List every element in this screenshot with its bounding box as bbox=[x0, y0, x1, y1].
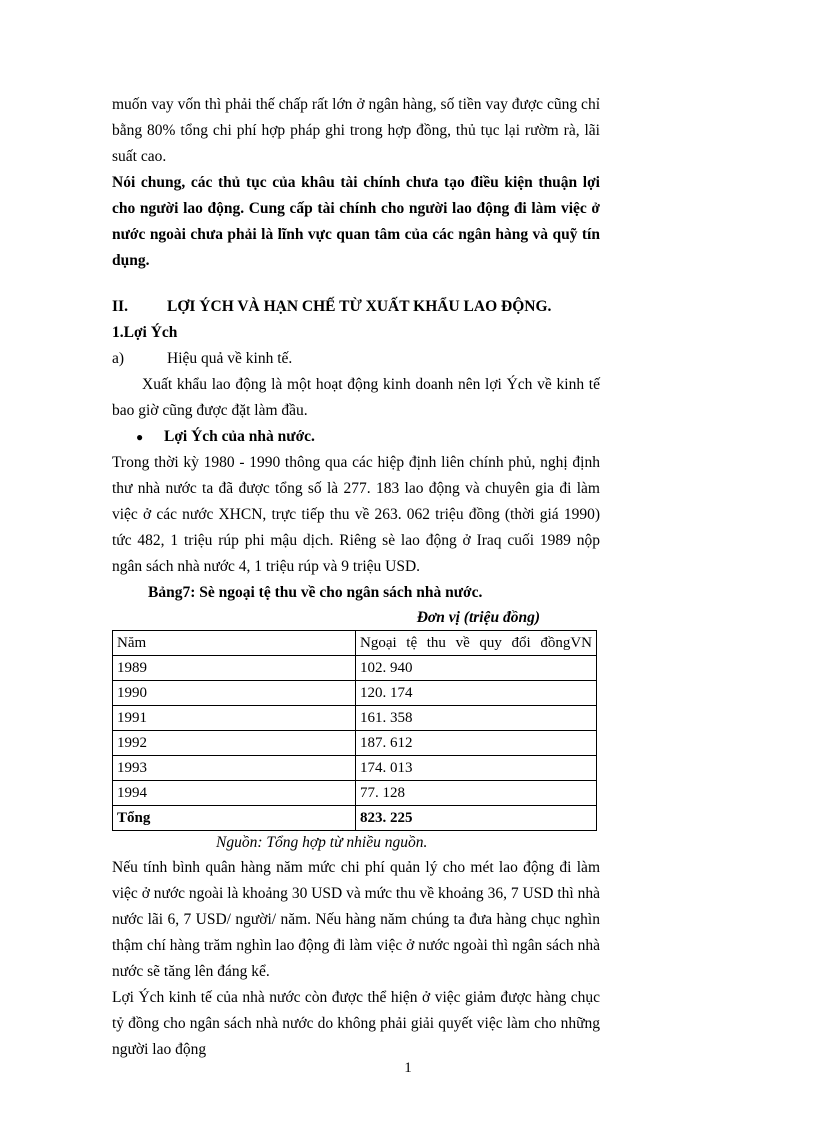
cell-value: 161. 358 bbox=[356, 706, 597, 731]
page-number: 1 bbox=[404, 1060, 412, 1076]
cell-value: 120. 174 bbox=[356, 681, 597, 706]
table-row bbox=[113, 706, 597, 731]
table-row bbox=[113, 656, 597, 681]
cell-value: 187. 612 bbox=[356, 731, 597, 756]
subheading-a-title: Hiệu quả về kinh tế. bbox=[167, 350, 293, 367]
cell-value: 102. 940 bbox=[356, 656, 597, 681]
revenue-table bbox=[112, 630, 597, 831]
table-row bbox=[113, 681, 597, 706]
table-row bbox=[113, 731, 597, 756]
section-number: II. bbox=[112, 298, 128, 315]
table-row bbox=[113, 781, 597, 806]
header-year: Năm bbox=[113, 631, 356, 656]
paragraph-loan-conditions: muốn vay vốn thì phải thế chấp rất lớn ở ngân hàng, số tiền vay được cũng chỉ bằng 80% tổng chi phí hợp pháp ghi trong hợp đồng, thủ tục lại rườm rà, lãi suất cao. bbox=[112, 96, 600, 165]
cell-year: 1992 bbox=[113, 731, 356, 756]
table-header-row bbox=[113, 631, 597, 656]
paragraph-economic-benefit: Xuất khẩu lao động là một hoạt động kinh doanh nên lợi Ých về kinh tế bao giờ cũng được đặt làm đầu. bbox=[112, 376, 600, 419]
cell-value: 77. 128 bbox=[356, 781, 597, 806]
section-title: LỢI ÝCH VÀ HẠN CHẾ TỪ XUẤT KHẨU LAO ĐỘNG. bbox=[167, 298, 552, 315]
table-unit: Đơn vị (triệu đồng) bbox=[416, 609, 540, 626]
cell-year: 1994 bbox=[113, 781, 356, 806]
cell-value: 174. 013 bbox=[356, 756, 597, 781]
paragraph-management-cost: Nếu tính bình quân hàng năm mức chi phí quản lý cho mét lao động đi làm việc ở nước ngoài là khoảng 30 USD và mức thu về khoảng 36, 7 USD thì nhà nước lãi 6, 7 USD/ người/ năm. Nếu hàng năm chúng ta đưa hàng chục nghìn thậm chí hàng trăm nghìn lao động đi làm việc ở nước ngoài thì ngân sách nhà nước sẽ tăng lên đáng kể. bbox=[112, 859, 600, 980]
cell-year: 1990 bbox=[113, 681, 356, 706]
bullet-icon: ● bbox=[136, 430, 144, 444]
table-source: Nguồn: Tổng hợp từ nhiều nguồn. bbox=[216, 834, 428, 851]
paragraph-finance-summary: Nói chung, các thủ tục của khâu tài chính chưa tạo điều kiện thuận lợi cho người lao động. Cung cấp tài chính cho người lao động đi làm việc ở nước ngoài chưa phải là lĩnh vực quan tâm của các ngân hàng và quỹ tín dụng. bbox=[112, 174, 600, 269]
section-heading bbox=[112, 294, 600, 320]
bullet-heading bbox=[112, 424, 600, 450]
subheading-a-label: a) bbox=[112, 350, 125, 367]
table-row bbox=[113, 756, 597, 781]
header-value bbox=[356, 631, 597, 656]
cell-year: 1991 bbox=[113, 706, 356, 731]
table-total-row bbox=[113, 806, 597, 831]
total-value: 823. 225 bbox=[356, 806, 597, 831]
table-title: Bảng7: Sè ngoại tệ thu về cho ngân sách nhà nước. bbox=[148, 584, 483, 601]
paragraph-budget-savings: Lợi Ých kinh tế của nhà nước còn được thể hiện ở việc giảm được hàng chục tỷ đồng cho ngân sách nhà nước do không phải giải quyết việc làm cho những người lao động bbox=[112, 989, 600, 1058]
cell-year: 1993 bbox=[113, 756, 356, 781]
bullet-title: Lợi Ých của nhà nước. bbox=[164, 428, 315, 445]
paragraph-state-revenue: Trong thời kỳ 1980 - 1990 thông qua các hiệp định liên chính phủ, nghị định thư nhà nước ta đã được tổng số là 277. 183 lao động và chuyên gia đi làm việc ở các nước XHCN, trực tiếp thu về 263. 062 triệu đồng (thời giá 1990) tức 482, 1 triệu rúp phi mậu dịch. Riêng sè lao động ở Iraq cuối 1989 nộp ngân sách nhà nước 4, 1 triệu rúp và 9 triệu USD. bbox=[112, 454, 600, 575]
total-label: Tổng bbox=[113, 806, 356, 831]
subsection-heading: 1.Lợi Ých bbox=[112, 324, 178, 341]
cell-year: 1989 bbox=[113, 656, 356, 681]
subheading-a bbox=[112, 346, 600, 372]
header-value-text: Ngoại tệ thu về quy đổi đồngVN bbox=[360, 635, 592, 651]
document-body bbox=[112, 92, 600, 1063]
